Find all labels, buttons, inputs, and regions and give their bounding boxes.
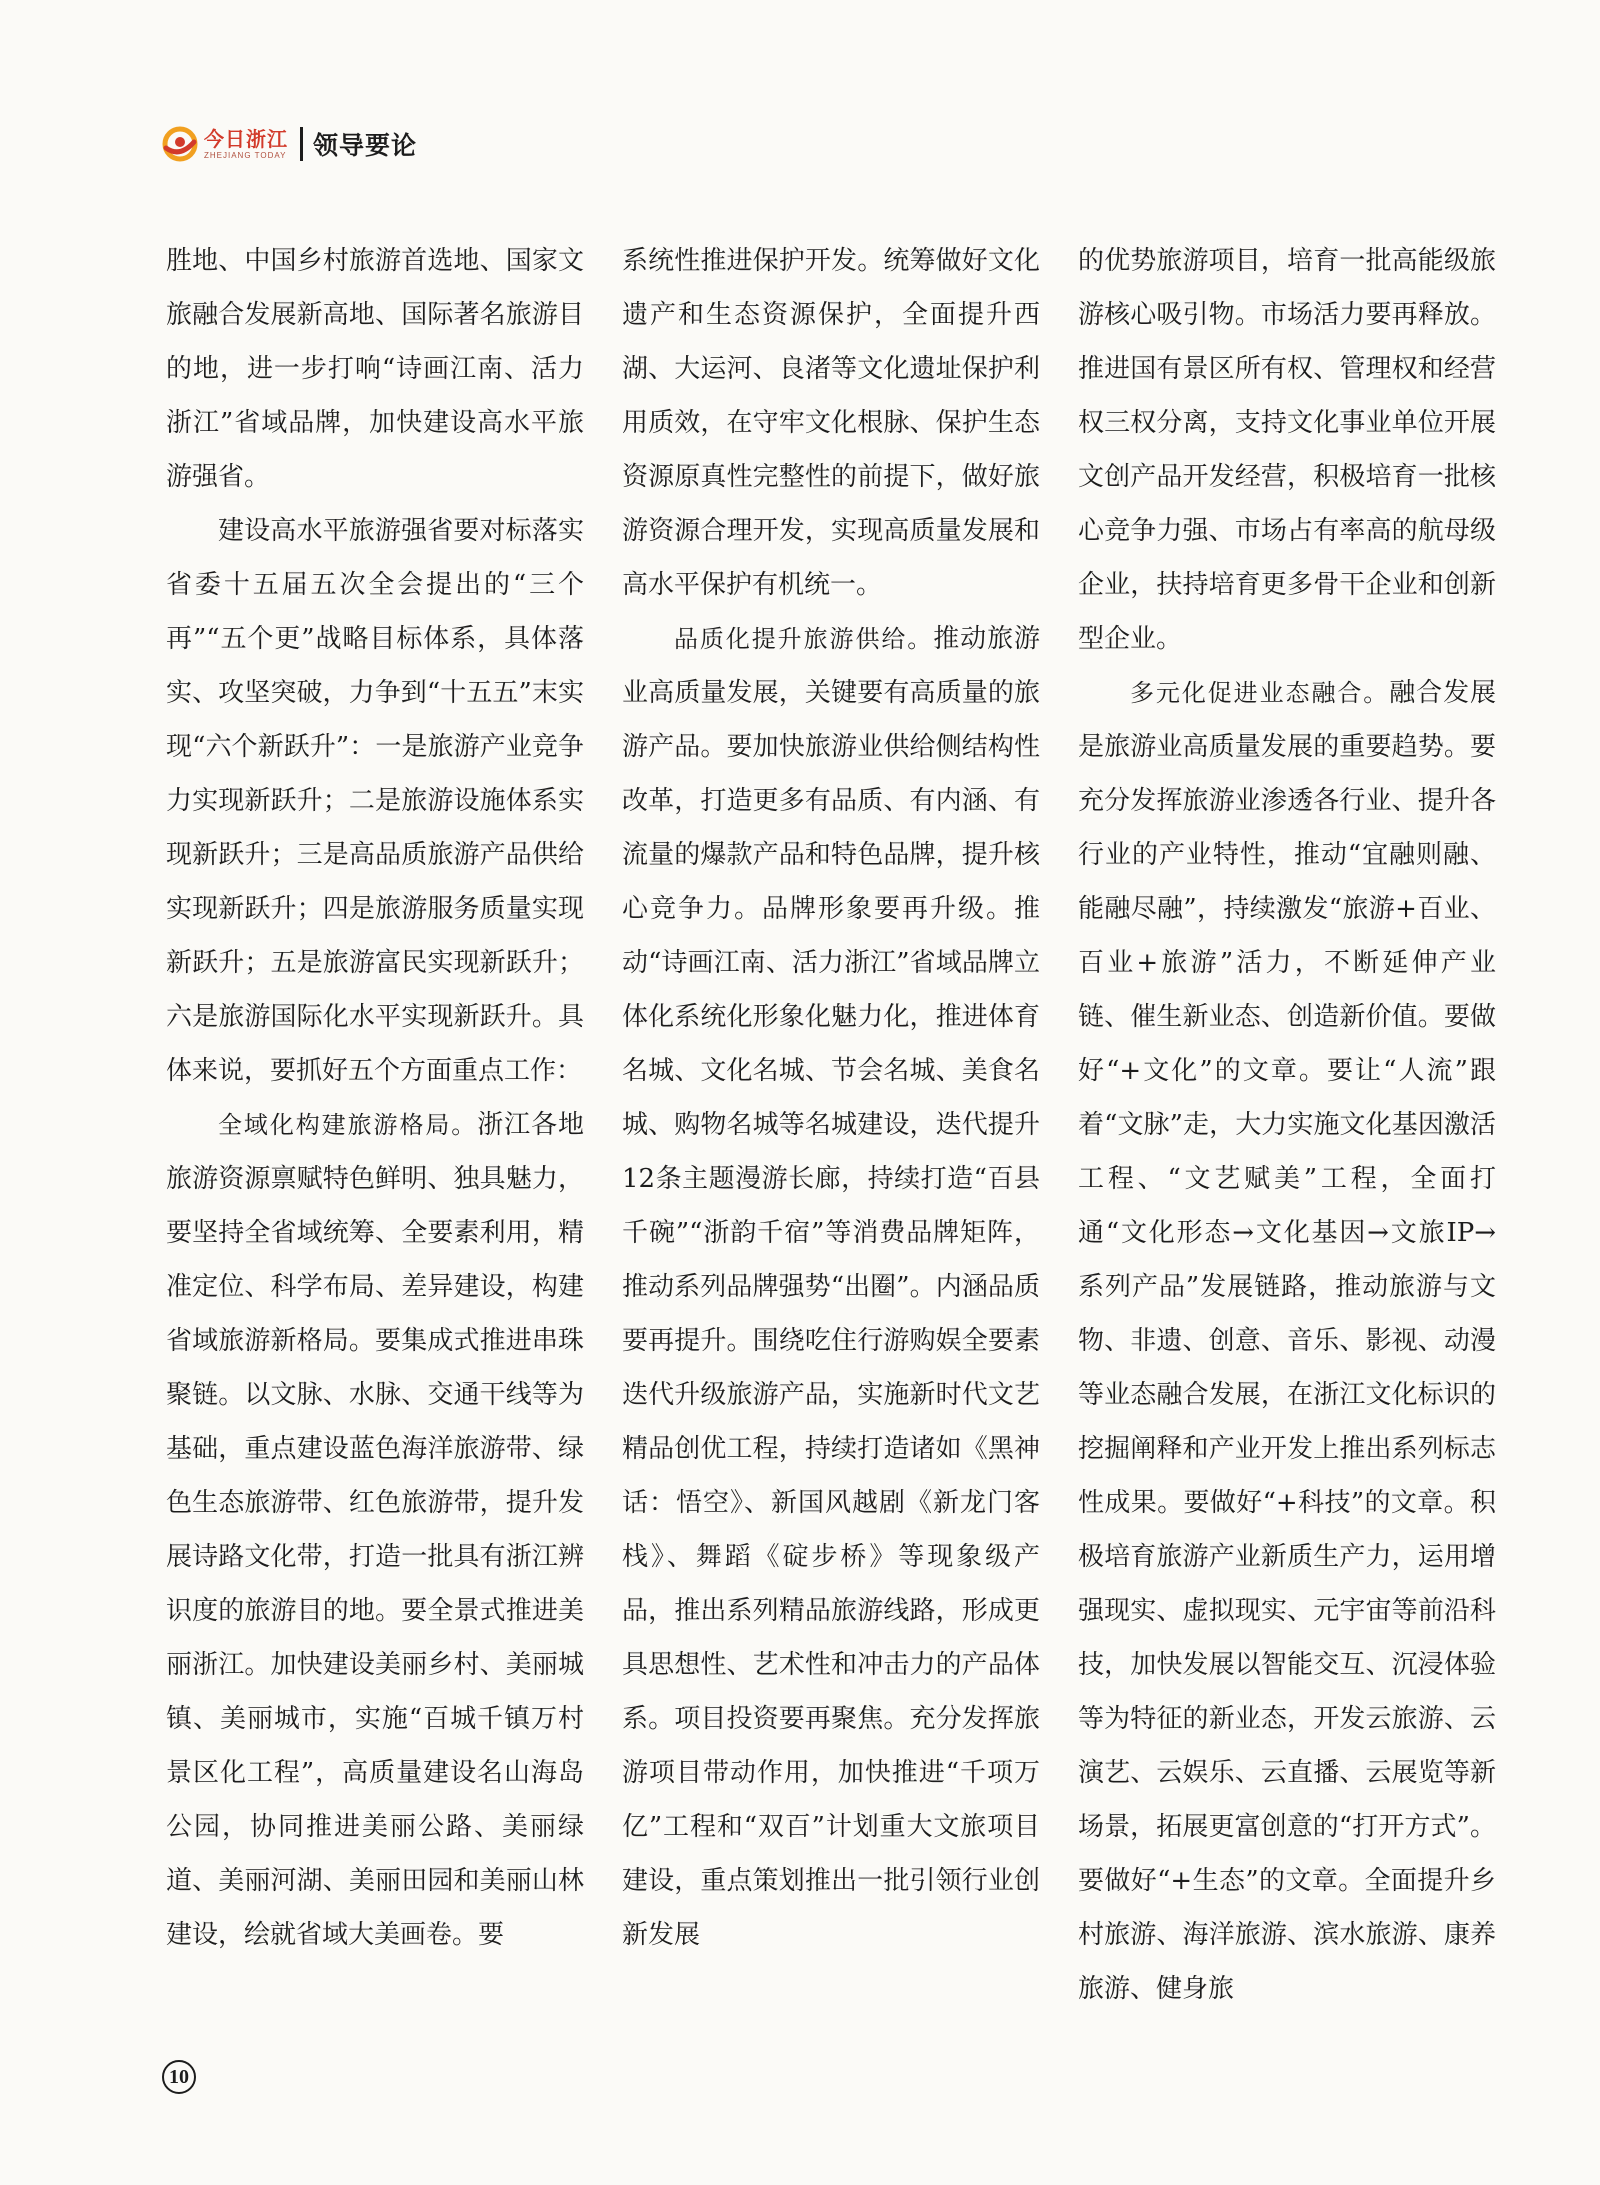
logo-title: 今日浙江 bbox=[204, 126, 288, 151]
header-divider bbox=[300, 127, 303, 161]
article-body bbox=[166, 234, 1496, 2004]
paragraph bbox=[166, 1098, 584, 1962]
paragraph: 的优势旅游项目，培育一批高能级旅游核心吸引物。市场活力要再释放。推进国有景区所有权、管理权和经营权三权分离，支持文化事业单位开展文创产品开发经营，积极培育一批核心竞争力强、市场占有率高的航母级企业，扶持培育更多骨干企业和创新型企业。 bbox=[1078, 246, 1496, 654]
paragraph bbox=[622, 612, 1040, 1962]
paragraph-lead: 品质化提升旅游供给。 bbox=[674, 625, 934, 653]
page-number: 10 bbox=[162, 2060, 196, 2094]
column-2 bbox=[622, 234, 1040, 2004]
paragraph bbox=[1078, 666, 1496, 2016]
column-1 bbox=[166, 234, 584, 2004]
paragraph-lead: 多元化促进业态融合。 bbox=[1130, 679, 1390, 707]
paragraph-text: 推动旅游业高质量发展，关键要有高质量的旅游产品。要加快旅游业供给侧结构性改革，打造更多有品质、有内涵、有流量的爆款产品和特色品牌，提升核心竞争力。品牌形象要再升级。推动“诗画江南、活力浙江”省域品牌立体化系统化形象化魅力化，推进体育名城、文化名城、节会名城、美食名城、购物名城等名城建设，迭代提升12条主题漫游长廊，持续打造“百县千碗”“浙韵千宿”等消费品牌矩阵，推动系列品牌强势“出圈”。内涵品质要再提升。围绕吃住行游购娱全要素迭代升级旅游产品，实施新时代文艺精品创优工程，持续打造诸如《黑神话：悟空》、新国风越剧《新龙门客栈》、舞蹈《碇步桥》等现象级产品，推出系列精品旅游线路，形成更具思想性、艺术性和冲击力的产品体系。项目投资要再聚焦。充分发挥旅游项目带动作用，加快推进“千项万亿”工程和“双百”计划重大文旅项目建设，重点策划推出一批引领行业创新发展 bbox=[622, 624, 1040, 1950]
column-3 bbox=[1078, 234, 1496, 2004]
logo bbox=[160, 124, 288, 164]
paragraph-text: 浙江各地旅游资源禀赋特色鲜明、独具魅力，要坚持全省域统筹、全要素利用，精准定位、科学布局、差异建设，构建省域旅游新格局。要集成式推进串珠聚链。以文脉、水脉、交通干线等为基础，重点建设蓝色海洋旅游带、绿色生态旅游带、红色旅游带，提升发展诗路文化带，打造一批具有浙江辨识度的旅游目的地。要全景式推进美丽浙江。加快建设美丽乡村、美丽城镇、美丽城市，实施“百城千镇万村景区化工程”，高质量建设名山海岛公园，协同推进美丽公路、美丽绿道、美丽河湖、美丽田园和美丽山林建设，绘就省域大美画卷。要 bbox=[166, 1110, 584, 1950]
paragraph-lead: 全域化构建旅游格局。 bbox=[218, 1111, 478, 1139]
logo-subtitle: ZHEJIANG TODAY bbox=[204, 150, 287, 160]
logo-sun-icon bbox=[160, 124, 200, 164]
paragraph: 胜地、中国乡村旅游首选地、国家文旅融合发展新高地、国际著名旅游目的地，进一步打响“诗画江南、活力浙江”省域品牌，加快建设高水平旅游强省。 bbox=[166, 246, 584, 492]
paragraph: 系统性推进保护开发。统筹做好文化遗产和生态资源保护，全面提升西湖、大运河、良渚等文化遗址保护利用质效，在守牢文化根脉、保护生态资源原真性完整性的前提下，做好旅游资源合理开发，实现高质量发展和高水平保护有机统一。 bbox=[622, 246, 1040, 600]
page-header bbox=[160, 118, 417, 170]
paragraph: 建设高水平旅游强省要对标落实省委十五届五次全会提出的“三个再”“五个更”战略目标体系，具体落实、攻坚突破，力争到“十五五”末实现“六个新跃升”：一是旅游产业竞争力实现新跃升；二是旅游设施体系实现新跃升；三是高品质旅游产品供给实现新跃升；四是旅游服务质量实现新跃升；五是旅游富民实现新跃升；六是旅游国际化水平实现新跃升。具体来说，要抓好五个方面重点工作： bbox=[166, 516, 584, 1086]
paragraph-text: 融合发展是旅游业高质量发展的重要趋势。要充分发挥旅游业渗透各行业、提升各行业的产业特性，推动“宜融则融、能融尽融”，持续激发“旅游+百业、百业+旅游”活力，不断延伸产业链、催生新业态、创造新价值。要做好“+文化”的文章。要让“人流”跟着“文脉”走，大力实施文化基因激活工程、“文艺赋美”工程，全面打通“文化形态→文化基因→文旅IP→系列产品”发展链路，推动旅游与文物、非遗、创意、音乐、影视、动漫等业态融合发展，在浙江文化标识的挖掘阐释和产业开发上推出系列标志性成果。要做好“+科技”的文章。积极培育旅游产业新质生产力，运用增强现实、虚拟现实、元宇宙等前沿科技，加快发展以智能交互、沉浸体验等为特征的新业态，开发云旅游、云演艺、云娱乐、云直播、云展览等新场景，拓展更富创意的“打开方式”。要做好“+生态”的文章。全面提升乡村旅游、海洋旅游、滨水旅游、康养旅游、健身旅 bbox=[1078, 678, 1496, 2004]
section-title: 领导要论 bbox=[313, 131, 418, 160]
